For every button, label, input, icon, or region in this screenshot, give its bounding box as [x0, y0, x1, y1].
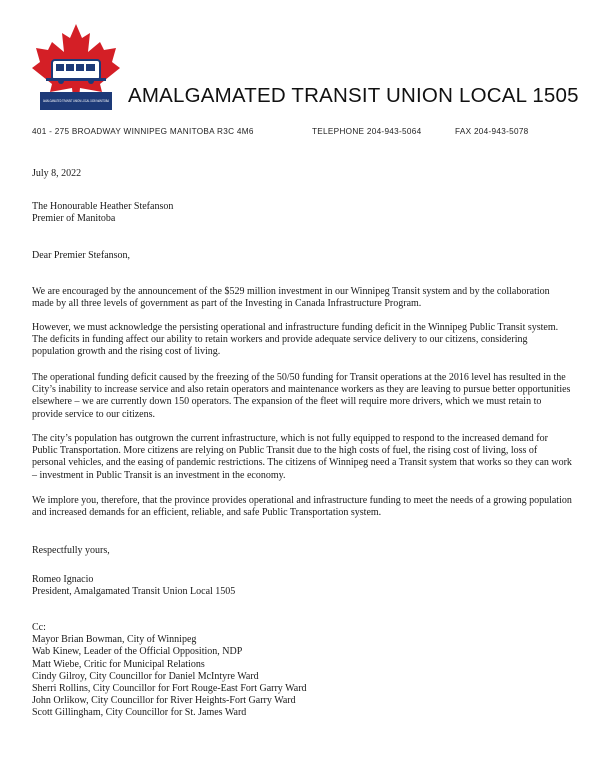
- recipient-block: [32, 201, 572, 225]
- recipient-title: Premier of Manitoba: [32, 213, 116, 225]
- cc-recipient: Mayor Brian Bowman, City of Winnipeg: [32, 634, 197, 646]
- body-paragraph-4: The city’s population has outgrown the current infrastructure, which is not fully equipped to respond to the increased demand for Public Transportation. More citizens are relying on Public Transit due to the high costs of fuel, the rising cost of living, loss of personal vehicles, and the easing of pandemic restrictions. The citizens of Winnipeg need a Transit system that works so they can work – investment in Public Transit is an investment in the economy.: [32, 433, 572, 481]
- body-paragraph-2: However, we must acknowledge the persisting operational and infrastructure funding deficit in the Winnipeg Public Transit system. The deficits in funding affect our ability to retain workers and provide adequate service delivery to our citizens, considering population growth and the rising cost of living.: [32, 322, 559, 358]
- closing: Respectfully yours,: [32, 545, 110, 556]
- letter-date: July 8, 2022: [32, 168, 82, 179]
- union-logo: [28, 22, 124, 118]
- signer-title: President, Amalgamated Transit Union Local 1505: [32, 586, 236, 598]
- salutation: Dear Premier Stefanson,: [32, 250, 131, 261]
- org-address: 401 - 275 BROADWAY WINNIPEG MANITOBA R3C 4M6: [32, 127, 254, 136]
- cc-recipient: Sherri Rollins, City Councillor for Fort Rouge-East Fort Garry Ward: [32, 683, 307, 695]
- signer-name: Romeo Ignacio: [32, 574, 94, 585]
- recipient-name: The Honourable Heather Stefanson: [32, 201, 174, 212]
- bus-icon: [46, 60, 106, 84]
- org-telephone: TELEPHONE 204-943-5064: [312, 127, 422, 136]
- org-fax: FAX 204-943-5078: [455, 127, 529, 136]
- body-paragraph-1: We are encouraged by the announcement of the $529 million investment in our Winnipeg Transit system and by the collaboration made by all three levels of government as part of the Investing in Canada Infrastructure Program.: [32, 286, 550, 310]
- body-paragraph-3: The operational funding deficit caused by the freezing of the 50/50 funding for Transit operations at the 2016 level has resulted in the City’s inability to increase service and also retain operators and maintenance workers as they are leaving to pursue better opportunities elsewhere – we are currently down 150 operators. The expansion of the fleet will require more drivers, which we must retain to provide service to our citizens.: [32, 372, 571, 420]
- cc-recipient: Matt Wiebe, Critic for Municipal Relations: [32, 658, 205, 670]
- cc-list: [32, 622, 572, 720]
- cc-recipient: Cindy Gilroy, City Councillor for Daniel McIntyre Ward: [32, 670, 259, 682]
- cc-recipient: John Orlikow, City Councillor for River Heights-Fort Garry Ward: [32, 695, 296, 707]
- signature-block: [32, 574, 572, 598]
- cc-recipient: Scott Gillingham, City Councillor for St. James Ward: [32, 707, 247, 719]
- cc-label: Cc:: [32, 622, 46, 633]
- body-paragraph-5: We implore you, therefore, that the province provides operational and infrastructure funding to meet the needs of a growing population and increased demands for an efficient, reliable, and safe Public Transportation system.: [32, 495, 572, 519]
- cc-recipient: Wab Kinew, Leader of the Official Opposition, NDP: [32, 646, 243, 658]
- logo-banner-text: AMALGAMATED TRANSIT UNION LOCAL 1505 MANITOBA: [43, 98, 110, 103]
- org-name: AMALGAMATED TRANSIT UNION LOCAL 1505: [128, 84, 579, 107]
